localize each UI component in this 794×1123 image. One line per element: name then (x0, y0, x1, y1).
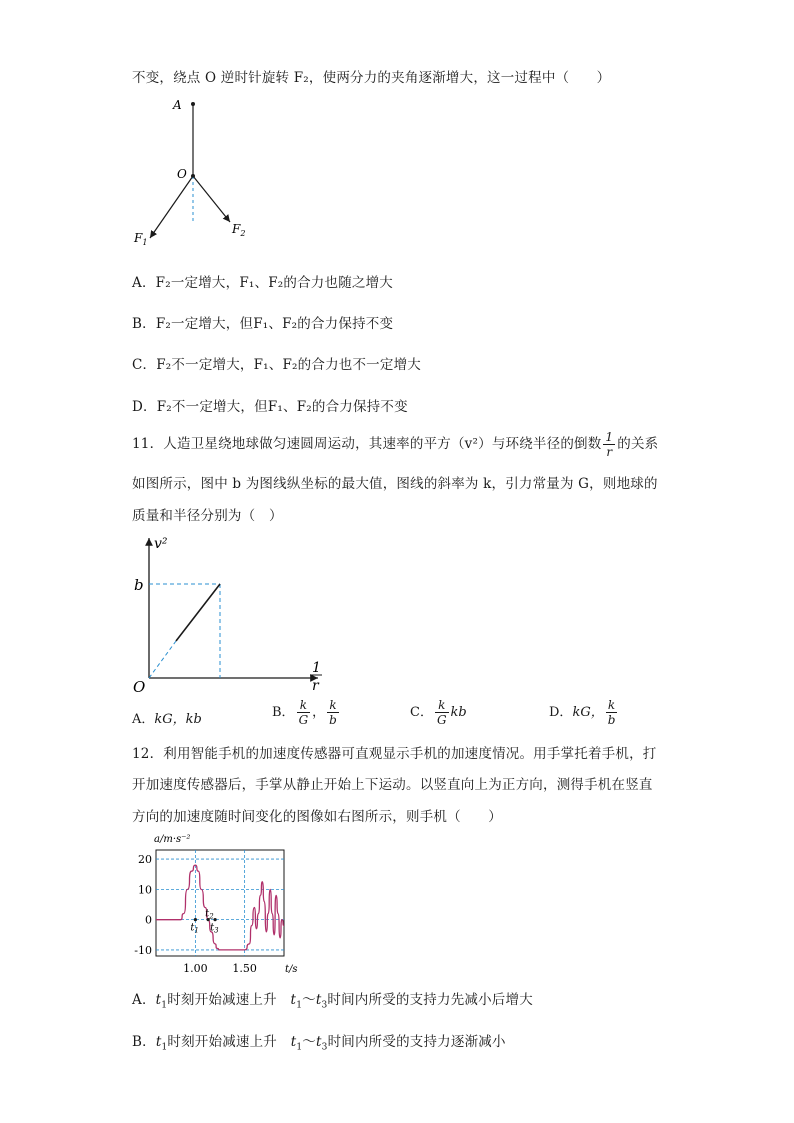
q11-frac: $\frac{1}{r}$ (605, 430, 614, 459)
x-tick-label: 1.50 (232, 962, 257, 975)
label-b: b (134, 576, 144, 594)
q12-option-b[interactable]: B．$t_1$时刻开始减速上升 $t_1\sim t_3$时间内所受的支持力逐渐减小 (132, 1034, 506, 1053)
dashed-extension-line (149, 641, 176, 678)
q10-option-c[interactable]: C．F₂不一定增大，F₁、F₂的合力也不一定增大 (132, 357, 421, 373)
force-f2-arrow (193, 176, 230, 222)
q12-option-a[interactable]: A．$t_1$时刻开始减速上升 $t_1\sim t_3$时间内所受的支持力先减小后增大 (132, 992, 533, 1011)
q11-line-3: 质量和半径分别为（ ） (132, 508, 283, 524)
x-tick-label: 1.00 (183, 962, 208, 975)
q11-line-2: 如图所示，图中 b 为图线纵坐标的最大值，图线的斜率为 k，引力常量为 G，则地球的 (132, 476, 658, 492)
q10-option-b[interactable]: B．F₂一定增大，但F₁、F₂的合力保持不变 (132, 316, 394, 332)
label-f1: $F_1$ (134, 231, 148, 247)
q10-option-d[interactable]: D．F₂不一定增大，但F₁、F₂的合力保持不变 (132, 399, 408, 415)
x-frac-den: r (312, 678, 319, 694)
y-axis-label: a/m·s⁻² (154, 834, 191, 845)
annotation-point-t1 (194, 918, 197, 921)
label-o: O (177, 167, 187, 181)
q11-line-1: 11．人造卫星绕地球做匀速圆周运动，其速率的平方（v²）与环绕半径的倒数 $\frac{1}{r}$ 的关系 (132, 430, 659, 459)
x-axis-label: t/s (285, 964, 298, 975)
q12-acceleration-chart (128, 828, 308, 978)
annotation-label-t2: $t_2$ (205, 908, 214, 921)
q11-option-b[interactable]: B． $\frac{k}{G}$ ， $\frac{k}{b}$ (272, 698, 337, 727)
q12-line-2: 开加速度传感器后，手掌从静止开始上下运动。以竖直向上为正方向，测得手机在竖直 (132, 777, 653, 793)
q12-line-1: 12．利用智能手机的加速度传感器可直观显示手机的加速度情况。用手掌托着手机，打 (132, 746, 657, 762)
label-a: A (173, 98, 182, 112)
q12-line-3: 方向的加速度随时间变化的图像如右图所示，则手机（ ） (132, 809, 502, 825)
q11-option-c[interactable]: C． $\frac{k}{G}$ kb (410, 698, 467, 727)
q10-option-a[interactable]: A．F₂一定增大，F₁、F₂的合力也随之增大 (132, 275, 393, 291)
annotation-label-t1: $t_1$ (190, 922, 199, 935)
force-f1-arrow (150, 176, 193, 238)
q11-option-d[interactable]: D．kG， $\frac{k}{b}$ (549, 698, 616, 727)
y-tick-label: -10 (134, 943, 152, 957)
solid-data-line (176, 584, 220, 641)
y-tick-label: 20 (138, 853, 152, 867)
acceleration-curve (156, 865, 284, 950)
label-origin: O (133, 678, 146, 696)
label-v2: v² (154, 536, 168, 552)
x-frac-num: 1 (312, 660, 321, 676)
y-tick-label: 10 (138, 883, 152, 897)
annotation-point-t3 (213, 918, 216, 921)
annotation-label-t3: $t_3$ (210, 922, 219, 935)
y-tick-label: 0 (145, 913, 152, 927)
q11-v2-graph (128, 530, 333, 698)
label-f2: $F_2$ (232, 222, 246, 238)
point-a (191, 102, 195, 106)
q10-force-figure (128, 92, 258, 252)
q10-stem-tail: 不变，绕点 O 逆时针旋转 F₂，使两分力的夹角逐渐增大，这一过程中（ ） (132, 70, 611, 86)
q11-option-a[interactable]: A．kG，kb (132, 712, 202, 727)
